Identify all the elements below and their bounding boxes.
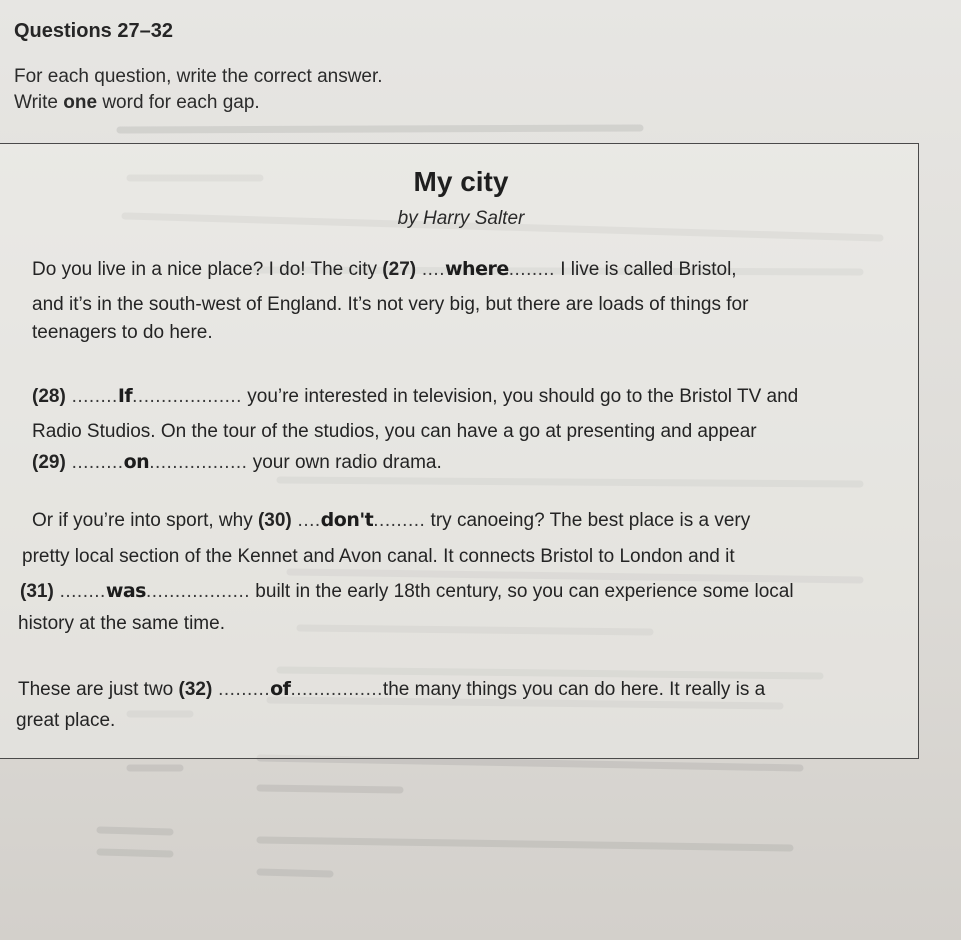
text: These are just two: [18, 679, 179, 700]
text: try canoeing? The best place is a very: [425, 510, 751, 531]
text: I live is called Bristol,: [554, 259, 737, 280]
instruction-line-1: For each question, write the correct answer.: [14, 66, 383, 87]
answer-28[interactable]: If: [117, 385, 133, 407]
instruction-text: word for each gap.: [97, 92, 260, 113]
gap-dots: .........: [65, 452, 124, 473]
text-line: history at the same time.: [18, 613, 225, 634]
instruction-text: Write: [14, 92, 64, 113]
question-number: (28): [32, 386, 66, 407]
gap-dots: .........: [373, 510, 426, 531]
gap-dots: ........: [508, 259, 555, 280]
gap-dots: ...................: [132, 386, 242, 407]
article-byline: by Harry Salter: [397, 208, 525, 229]
question-27-line: [32, 258, 737, 281]
text: built in the early 18th century, so you can experience some local: [250, 581, 794, 602]
answer-32[interactable]: of: [270, 678, 291, 700]
answer-30[interactable]: don't: [320, 509, 374, 531]
text: you’re interested in television, you should go to the Bristol TV and: [241, 386, 799, 407]
text-line: and it’s in the south-west of England. It’s not very big, but there are loads of things for: [32, 294, 749, 315]
gap-dots: .........: [212, 679, 271, 700]
question-29-line: [32, 451, 442, 474]
question-28-line: [32, 385, 798, 408]
text: Do you live in a nice place? I do! The city: [32, 259, 383, 280]
question-number: (29): [32, 452, 66, 473]
text: the many things you can do here. It really is a: [382, 679, 766, 700]
gap-dots: .................: [149, 452, 248, 473]
gap-dots: ................: [290, 679, 383, 700]
article-title: My city: [413, 166, 509, 197]
text-line: Radio Studios. On the tour of the studios, you can have a go at presenting and appear: [32, 421, 757, 442]
answer-27[interactable]: where: [445, 258, 509, 280]
question-number: (31): [20, 581, 54, 602]
text: your own radio drama.: [247, 452, 442, 473]
gap-dots: ........: [53, 581, 106, 602]
text-line: great place.: [16, 710, 116, 731]
section-heading: Questions 27–32: [14, 20, 173, 42]
question-31-line: [20, 580, 794, 603]
answer-31[interactable]: was: [105, 580, 146, 602]
question-30-line: [32, 509, 750, 532]
question-number: (27): [382, 259, 417, 280]
question-32-line: [18, 678, 765, 701]
question-number: (30): [257, 510, 292, 531]
gap-dots: ....: [416, 259, 445, 280]
text-line: teenagers to do here.: [32, 322, 213, 343]
gap-dots: ....: [291, 510, 321, 531]
instruction-emphasis: one: [63, 92, 98, 113]
text-line: pretty local section of the Kennet and Avon canal. It connects Bristol to London and it: [22, 546, 735, 567]
text: Or if you’re into sport, why: [32, 510, 258, 531]
gap-dots: ........: [65, 386, 118, 407]
gap-dots: ..................: [146, 581, 251, 602]
question-number: (32): [178, 679, 213, 700]
answer-29[interactable]: on: [123, 451, 150, 473]
